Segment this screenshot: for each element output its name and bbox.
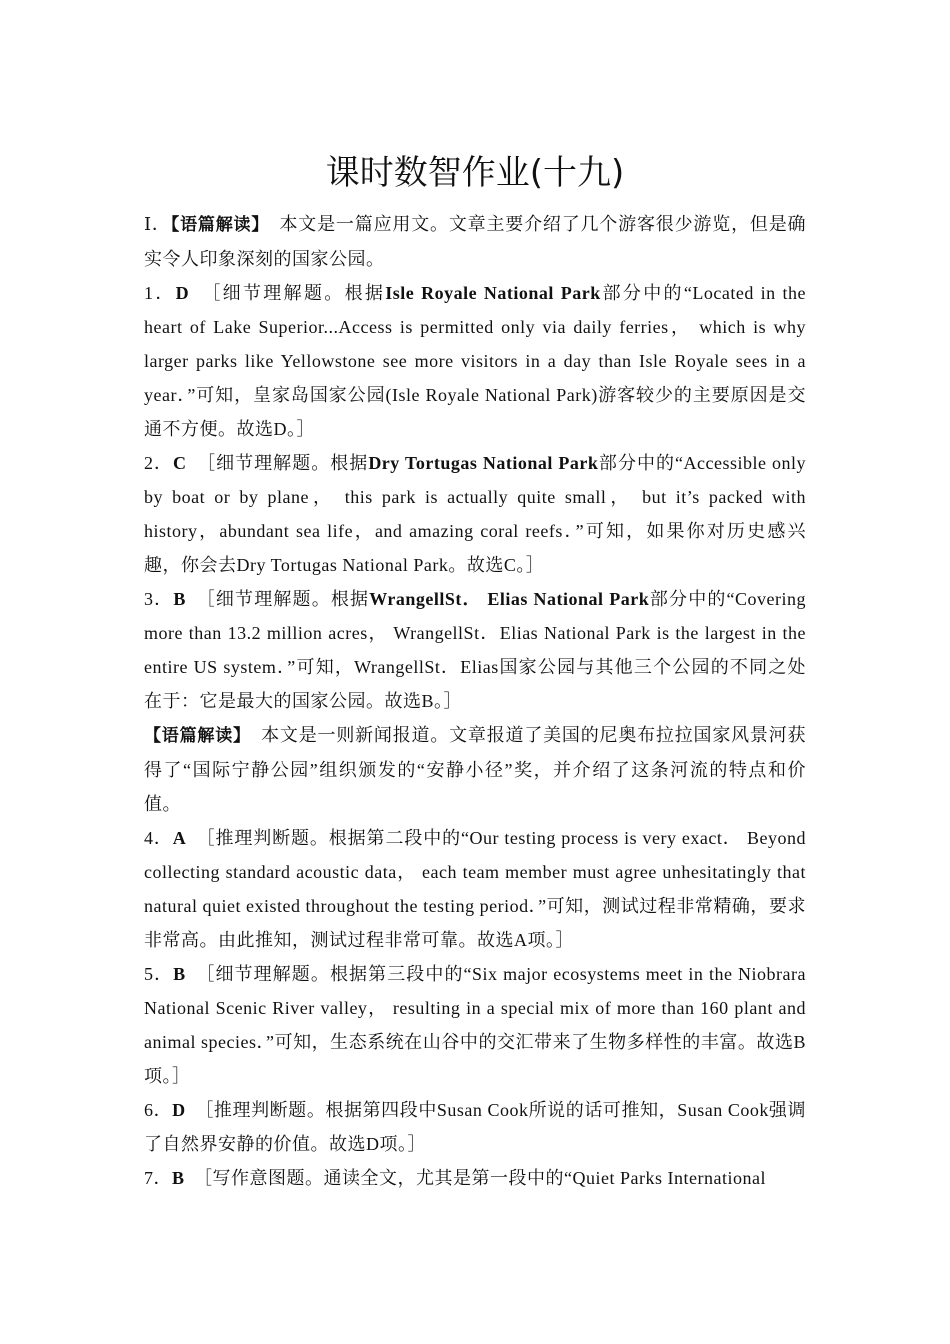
item-answer: B [172, 1168, 185, 1188]
item-number: 1． [144, 283, 176, 303]
item-text: ［细节理解题。根据第三段中的“Six major ecosystems meet in the Niobrara National Scenic River valley， resulting in a special mix of more than 160 plant and animal species．”可知，生态系统在山谷中的交汇带来了生物多样性的丰富。故选B项。］ [144, 964, 806, 1086]
item-number: 5． [144, 964, 174, 984]
answer-item-2 [144, 446, 806, 582]
item-answer: B [173, 964, 186, 984]
item-text: 部分中的“Covering more than 13.2 million acres， WrangellSt．Elias National Park is the largest in the entire US system．”可知，WrangellSt．Elias国家公园与其他三个公园的不同之处在于：它是最大的国家公园。故选B。］ [144, 589, 807, 711]
answer-item-1 [144, 276, 806, 446]
item-number: 4． [144, 828, 173, 848]
item-text: ［推理判断题。根据第四段中Susan Cook所说的话可推知，Susan Cook强调了自然界安静的价值。故选D项。］ [144, 1100, 807, 1154]
answer-body [144, 207, 806, 1195]
item-number: 6． [144, 1100, 173, 1120]
page-title: 课时数智作业(十九) [325, 153, 625, 193]
item-text: 部分中的“Accessible only by boat or by plane， this park is actually quite small， but it’s packed with history，abundant sea life，and amazing coral reefs．”可知，如果你对历史感兴趣，你会去Dry Tortugas National Park。故选C。］ [144, 453, 807, 575]
item-text: 部分中的“Located in the heart of Lake Superior...Access is permitted only via daily ferries， which is why larger parks like Yellowstone see more visitors in a day than Isle Royale sees in a year．”可知，皇家岛国家公园(Isle Royale National Park)游客较少的主要原因是交通不方便。故选D。］ [144, 283, 806, 439]
item-number: 3． [144, 589, 174, 609]
section2-heading: 【语篇解读】 [144, 726, 243, 746]
section2-intro-text: 本文是一则新闻报道。文章报道了美国的尼奥布拉拉国家风景河获得了“国际宁静公园”组织颁发的“安静小径”奖，并介绍了这条河流的特点和价值。 [144, 725, 807, 814]
section1-marker: Ⅰ． [144, 214, 171, 234]
item-text: ［细节理解题。根据 [211, 283, 386, 303]
section1-intro [144, 207, 806, 276]
item-text: ［细节理解题。根据 [205, 589, 370, 609]
answer-item-3 [144, 582, 806, 718]
section1-heading: 【语篇解读】 [170, 215, 261, 235]
answer-item-4 [144, 821, 806, 957]
item-bold-text: Dry Tortugas National Park [368, 453, 599, 473]
item-number: 2． [144, 453, 174, 473]
item-text: ［细节理解题。根据 [206, 453, 369, 473]
item-number: 7． [144, 1168, 172, 1188]
section2-intro [144, 718, 806, 821]
item-answer: B [173, 589, 186, 609]
item-answer: A [172, 828, 187, 848]
answer-item-7 [144, 1161, 806, 1195]
item-text: ［写作意图题。通读全文，尤其是第一段中的“Quiet Parks International [203, 1168, 766, 1188]
item-answer: D [175, 283, 190, 303]
answer-item-6 [144, 1093, 806, 1161]
item-text: ［推理判断题。根据第二段中的“Our testing process is very exact． Beyond collecting standard acoustic data， each team member must agree unhesitatingly that natural quiet existed throughout the testing period．”可知，测试过程非常精确，要求非常高。由此推知，测试过程非常可靠。故选A项。］ [144, 828, 807, 950]
item-bold-text: WrangellSt． Elias National Park [369, 589, 650, 609]
item-answer: C [173, 453, 187, 473]
item-bold-text: Isle Royale National Park [385, 283, 601, 303]
item-answer: D [172, 1100, 186, 1120]
section1-intro-text: 本文是一篇应用文。文章主要介绍了几个游客很少游览，但是确实令人印象深刻的国家公园。 [144, 214, 807, 269]
answer-item-5 [144, 957, 806, 1093]
